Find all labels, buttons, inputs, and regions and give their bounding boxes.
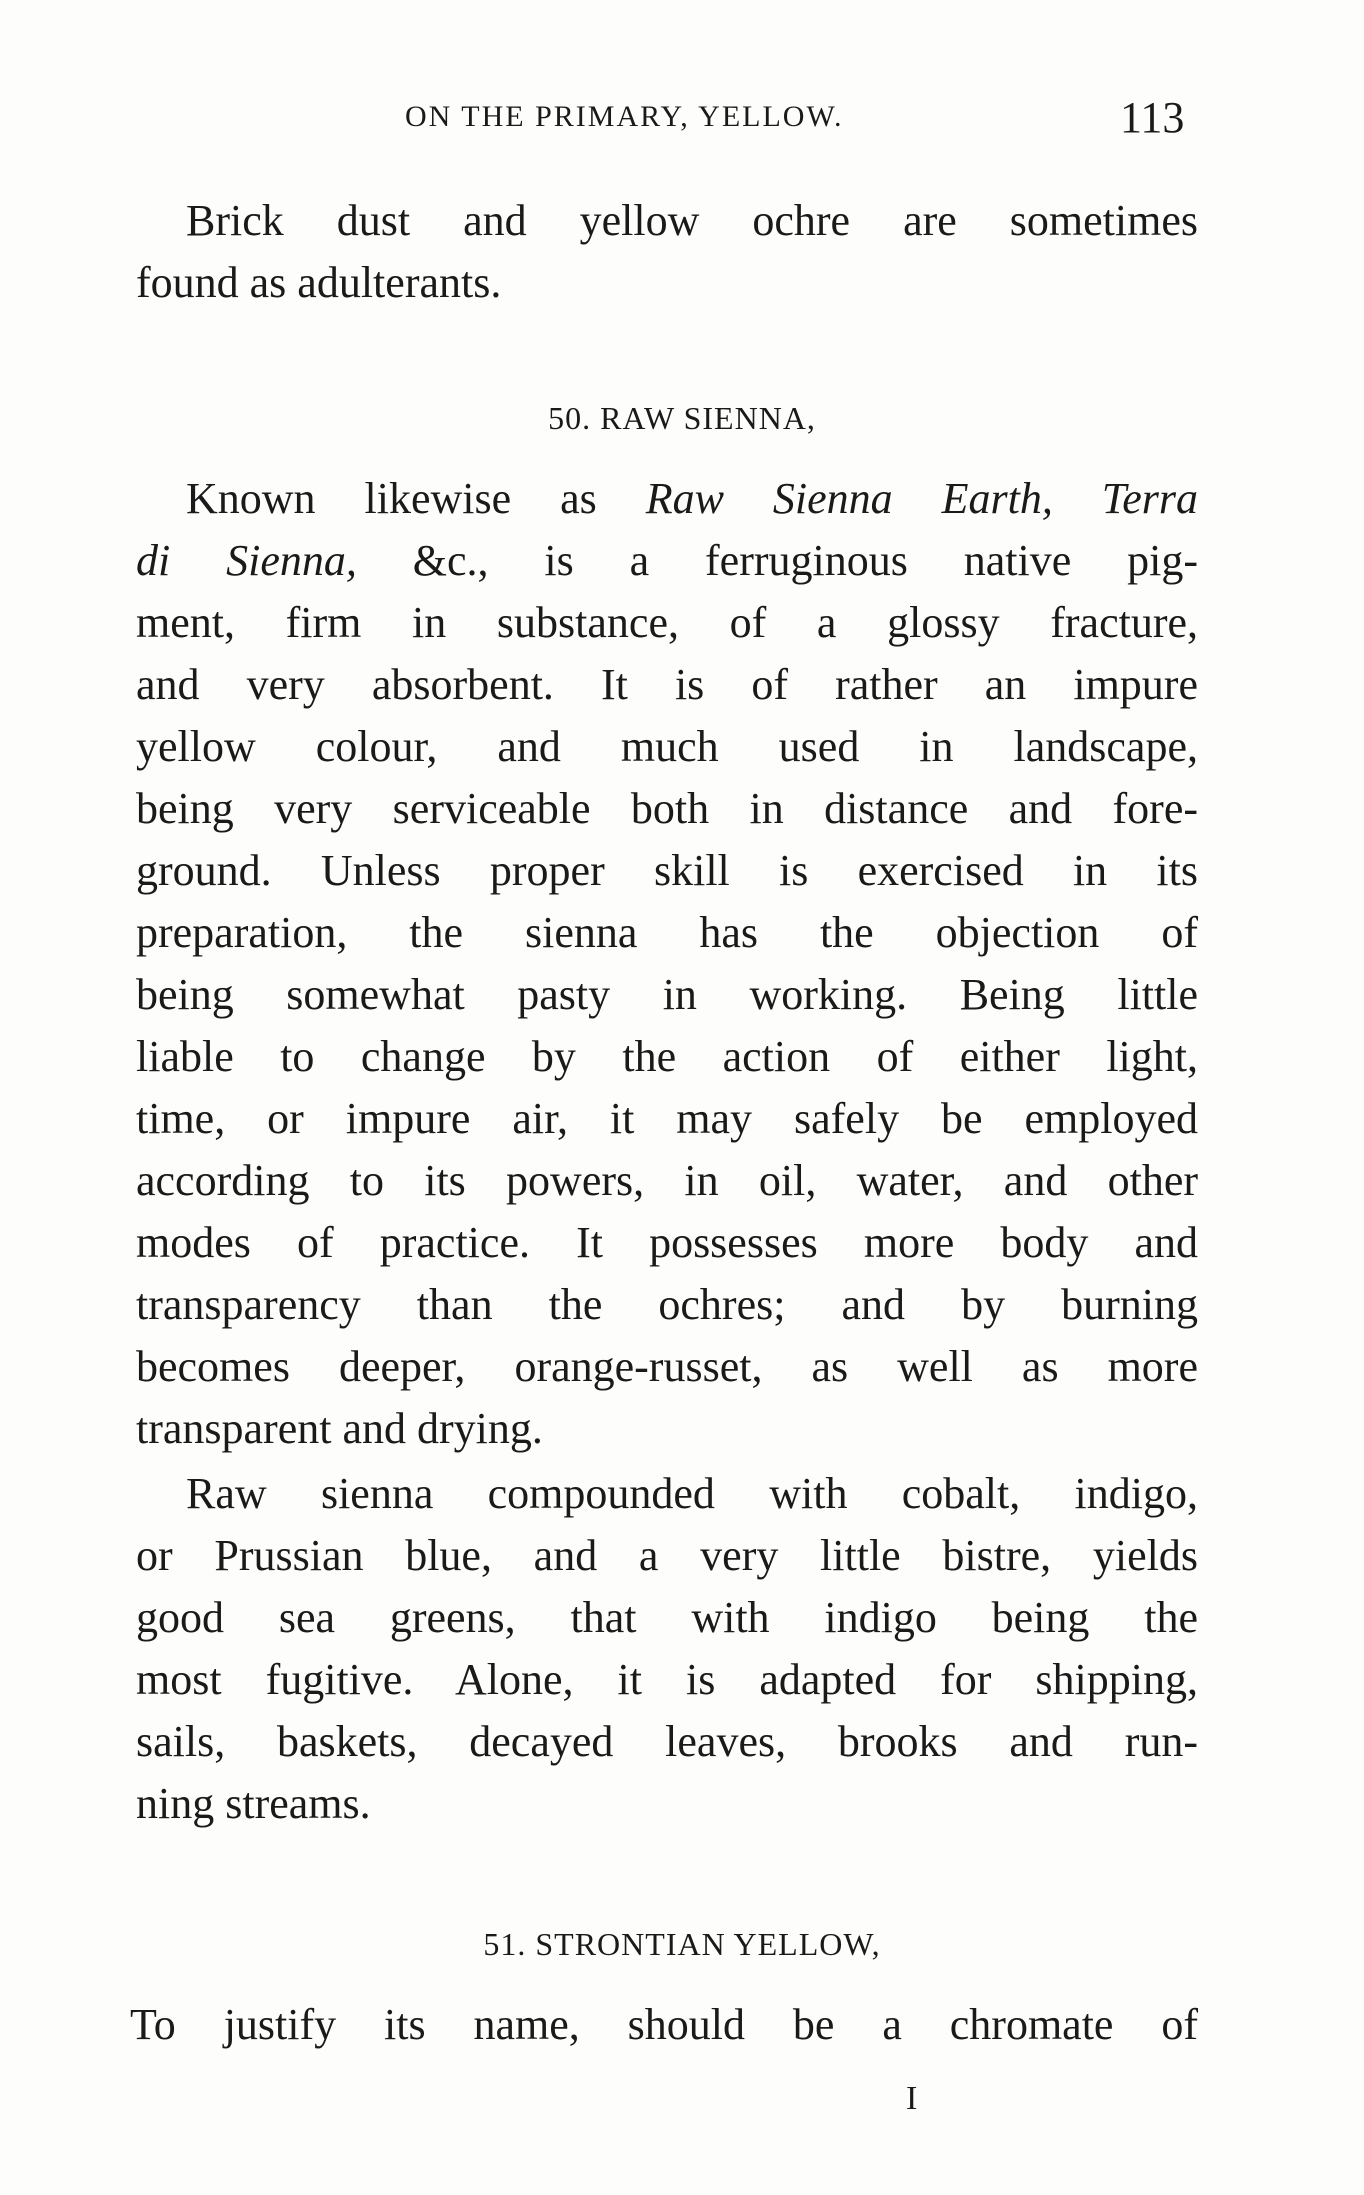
text-line: transparency than the ochres; and by burning bbox=[136, 1280, 1198, 1329]
italic-span: di Sienna, bbox=[136, 536, 357, 585]
text-line: To justify its name, should be a chromate of bbox=[130, 2000, 1198, 2049]
text-line: being very serviceable both in distance and fore- bbox=[136, 784, 1198, 833]
text-span: Known likewise as bbox=[186, 474, 646, 523]
text-line: and very absorbent. It is of rather an impure bbox=[136, 660, 1198, 709]
text-line: ning streams. bbox=[136, 1779, 371, 1828]
section-heading: 51. STRONTIAN YELLOW, bbox=[483, 1926, 881, 1962]
text-line: most fugitive. Alone, it is adapted for shipping, bbox=[136, 1655, 1198, 1704]
text-line: modes of practice. It possesses more body and bbox=[136, 1218, 1198, 1267]
text-line: according to its powers, in oil, water, and other bbox=[136, 1156, 1198, 1205]
paragraph-raw-sienna bbox=[136, 468, 1198, 1460]
text-line: yellow colour, and much used in landscape, bbox=[136, 722, 1198, 771]
text-line bbox=[136, 530, 1198, 592]
text-line: time, or impure air, it may safely be employed bbox=[136, 1094, 1198, 1143]
text-line: found as adulterants. bbox=[136, 258, 502, 307]
signature-mark: I bbox=[906, 2080, 918, 2117]
text-line: becomes deeper, orange-russet, as well as more bbox=[136, 1342, 1198, 1391]
text-line: Brick dust and yellow ochre are sometimes bbox=[186, 196, 1198, 245]
paragraph-raw-sienna-uses bbox=[136, 1463, 1198, 1835]
text-line: or Prussian blue, and a very little bistre, yields bbox=[136, 1531, 1198, 1580]
page-number: 113 bbox=[1120, 93, 1185, 142]
running-title: ON THE PRIMARY, YELLOW. bbox=[405, 100, 844, 133]
text-line: being somewhat pasty in working. Being little bbox=[136, 970, 1198, 1019]
text-line: sails, baskets, decayed leaves, brooks and run- bbox=[136, 1717, 1198, 1766]
text-line bbox=[136, 468, 1198, 530]
section-heading: 50. RAW SIENNA, bbox=[548, 400, 816, 436]
text-line: preparation, the sienna has the objection of bbox=[136, 908, 1198, 957]
text-line: liable to change by the action of either light, bbox=[136, 1032, 1198, 1081]
text-line: transparent and drying. bbox=[136, 1404, 543, 1453]
text-span: &c., is a ferruginous native pig- bbox=[356, 536, 1198, 585]
italic-span: Raw Sienna Earth, Terra bbox=[645, 474, 1198, 523]
paragraph-strontian bbox=[130, 1994, 1198, 2056]
text-line: ground. Unless proper skill is exercised in its bbox=[136, 846, 1198, 895]
text-line: Raw sienna compounded with cobalt, indigo, bbox=[186, 1469, 1198, 1518]
text-line: good sea greens, that with indigo being the bbox=[136, 1593, 1198, 1642]
intro-paragraph bbox=[136, 190, 1198, 314]
text-line: ment, firm in substance, of a glossy fracture, bbox=[136, 598, 1198, 647]
